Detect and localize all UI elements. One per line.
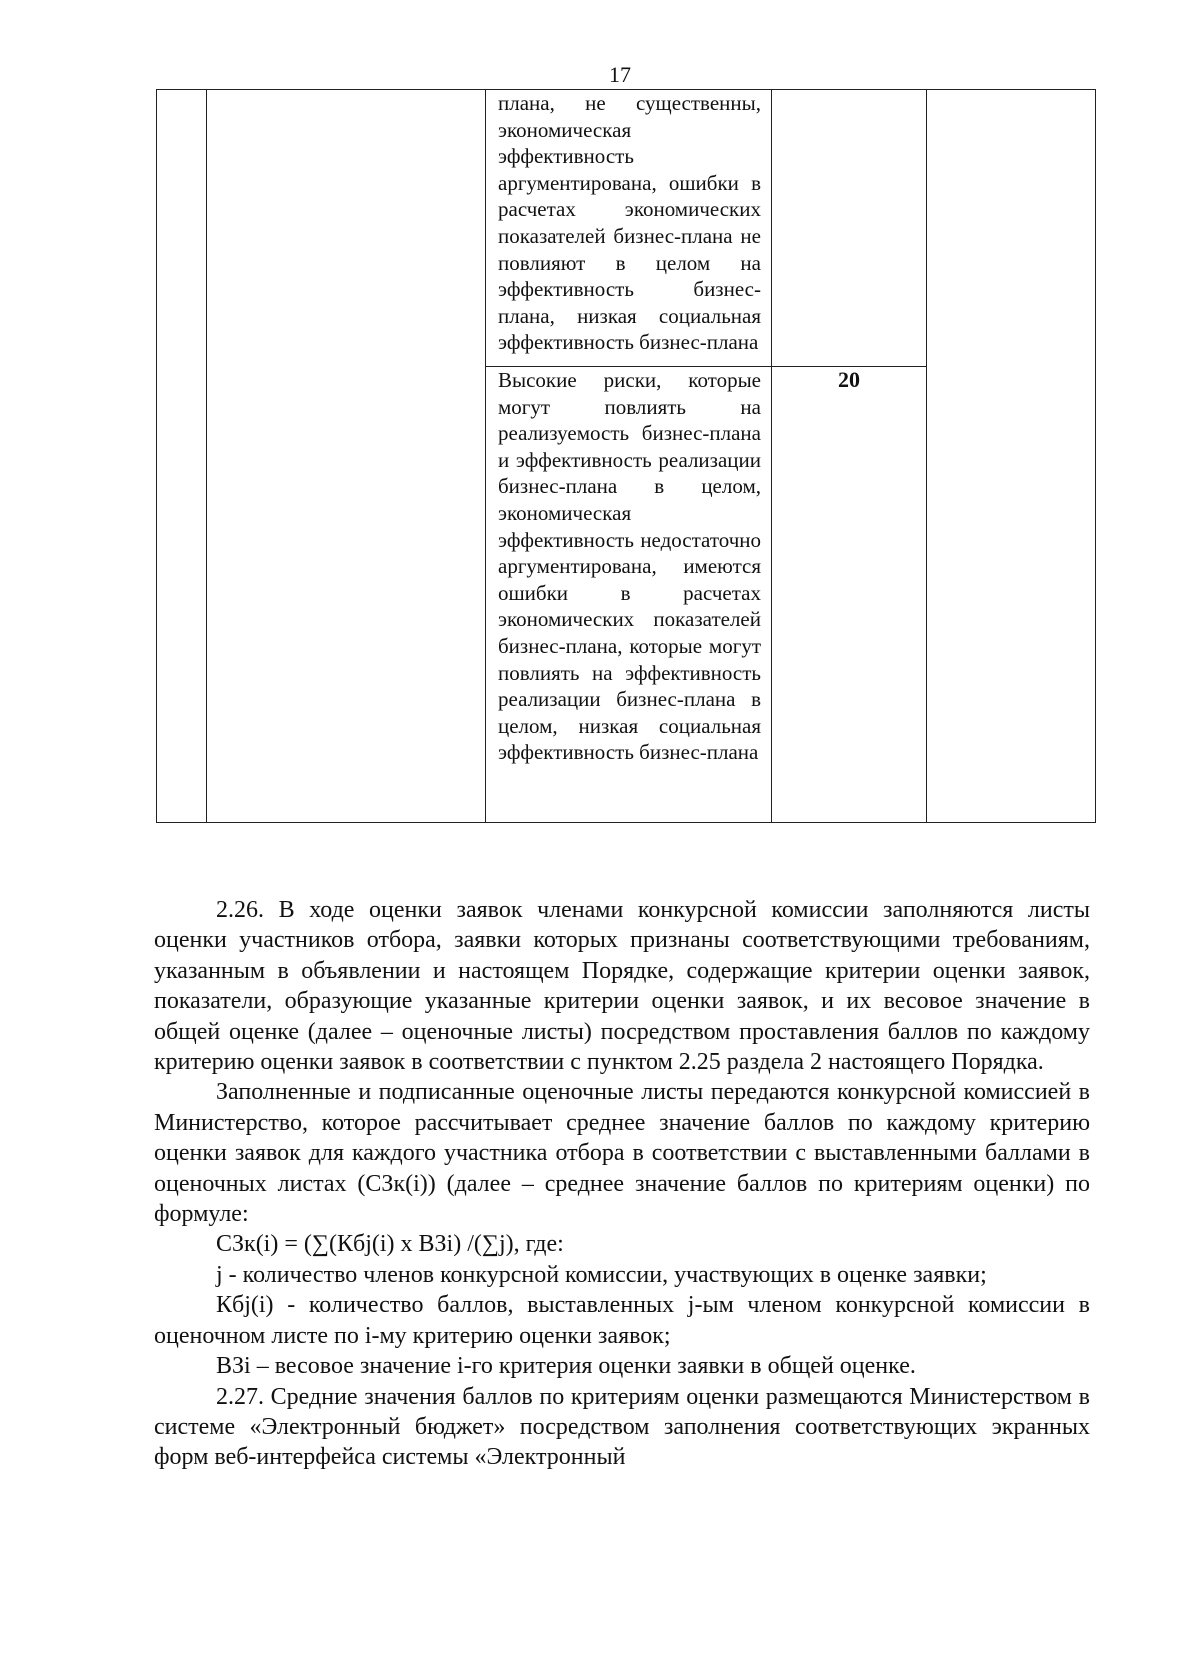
indicator-text: Высокие риски, которые могут повлиять на реализуемость бизнес-плана и эффективность реализации бизнес-плана в целом, экономическая эффективность недостаточно аргументирована, имеются ошибки в расчетах экономических показателей бизнес-плана, которые могут повлиять на эффективность реализации бизнес-плана в целом, низкая социальная эффективность бизнес-плана [498, 368, 761, 765]
table-row [157, 90, 1096, 367]
paragraph-filled-sheets: Заполненные и подписанные оценочные листы передаются конкурсной комиссией в Министерство, которое рассчитывает среднее значение баллов по каждому критерию оценки заявок для каждого участника отбора в соответствии с выставленными баллами в оценочных листах (СЗк(i)) (далее – среднее значение баллов по критериям оценки) по формуле: [154, 1079, 1090, 1228]
table-cell-weight [927, 90, 1096, 823]
definition-kbj: Кбj(i) - количество баллов, выставленных j-ым членом конкурсной комиссии в оценочном листе по i-му критерию оценки заявок; [154, 1292, 1090, 1349]
table-cell-indicator [486, 90, 772, 367]
table-cell-number [157, 90, 207, 823]
table-cell-score: 20 [772, 367, 927, 823]
formula: СЗк(i) = (∑(Кбj(i) х ВЗi) /(∑j), где: [216, 1231, 564, 1258]
page-number: 17 [609, 62, 631, 87]
table-cell-indicator [486, 367, 772, 823]
indicator-text: плана, не существенны, экономическая эффективность аргументирована, ошибки в расчетах экономических показателей бизнес-плана не повлияют в целом на эффективность бизнес-плана, низкая социальная эффективность бизнес-плана [498, 91, 761, 355]
table-cell-criterion [207, 90, 486, 823]
definition-j: j - количество членов конкурсной комиссии, участвующих в оценке заявки; [216, 1261, 987, 1288]
body-text [154, 895, 1090, 1473]
paragraph-2-26: 2.26. В ходе оценки заявок членами конкурсной комиссии заполняются листы оценки участников отбора, заявки которых признаны соответствующими требованиям, указанным в объявлении и настоящем Порядке, содержащие критерии оценки заявок, показатели, образующие указанные критерии оценки заявок, и их весовое значение в общей оценке (далее – оценочные листы) посредством проставления баллов по каждому критерию оценки заявок в соответствии с пунктом 2.25 раздела 2 настоящего Порядка. [154, 897, 1090, 1076]
definition-vzi: ВЗi – весовое значение i-го критерия оценки заявки в общей оценке. [216, 1353, 916, 1380]
table-cell-score [772, 90, 927, 367]
paragraph-2-27: 2.27. Средние значения баллов по критериям оценки размещаются Министерством в системе «Электронный бюджет» посредством заполнения соответствующих экранных форм веб-интерфейса системы «Электронный [154, 1383, 1090, 1471]
criteria-table [156, 89, 1096, 823]
